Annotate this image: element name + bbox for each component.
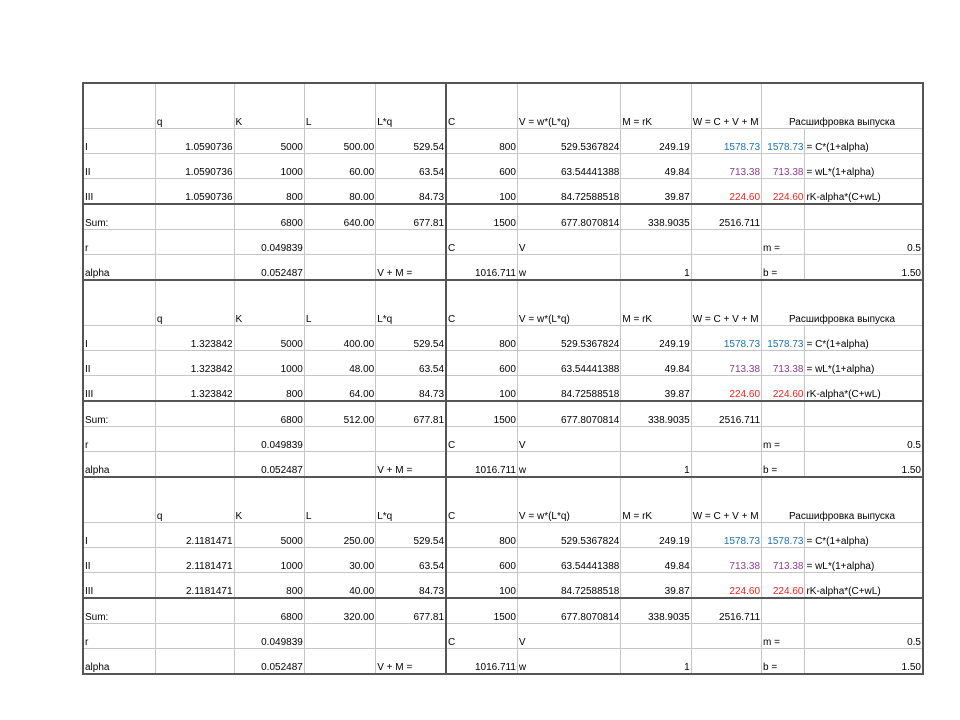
cell-m[interactable]: 49.84 — [621, 351, 691, 376]
cell-v[interactable]: 529.5367824 — [517, 326, 620, 351]
cell-w-value[interactable]: 1 — [621, 452, 691, 478]
sector-row — [83, 548, 923, 573]
cell-k[interactable]: 6800 — [234, 401, 304, 427]
param-row-alpha — [83, 255, 923, 281]
cell-decode-formula[interactable]: = C*(1+alpha) — [805, 129, 923, 154]
cell-c[interactable]: 800 — [446, 523, 517, 548]
cell-empty[interactable] — [691, 452, 761, 478]
cell-v-plus-m-label[interactable]: V + M = — [376, 255, 446, 281]
cell-w-value[interactable]: 1 — [621, 255, 691, 281]
cell-l[interactable]: 640.00 — [304, 204, 375, 230]
cell-lq[interactable]: 677.81 — [376, 598, 446, 624]
cell-v[interactable]: 677.8070814 — [517, 598, 620, 624]
cell-w[interactable]: 1578.73 — [691, 523, 761, 548]
cell-v[interactable]: 677.8070814 — [517, 204, 620, 230]
cell-m[interactable]: 338.9035 — [621, 401, 691, 427]
cell-k[interactable]: 1000 — [234, 154, 304, 179]
cell-l[interactable]: 320.00 — [304, 598, 375, 624]
cell-v[interactable]: 63.54441388 — [517, 351, 620, 376]
cell-decode-value[interactable]: 713.38 — [762, 548, 805, 573]
header-m[interactable]: M = rK — [621, 83, 691, 129]
row-label[interactable]: r — [83, 230, 155, 255]
cell-decode-formula[interactable]: rK-alpha*(C+wL) — [805, 573, 923, 599]
cell-l[interactable]: 250.00 — [304, 523, 375, 548]
row-label[interactable]: alpha — [83, 255, 155, 281]
header-lq[interactable]: L*q — [376, 477, 446, 523]
cell-c-label[interactable]: C — [446, 624, 517, 649]
cell-empty[interactable] — [155, 624, 234, 649]
cell-v-plus-m-value[interactable]: 1016.711 — [446, 649, 517, 675]
cell-b-param-label[interactable]: b = — [762, 255, 805, 281]
cell-empty[interactable] — [621, 427, 691, 452]
cell-w[interactable]: 224.60 — [691, 179, 761, 205]
cell-m-param-label[interactable]: m = — [762, 230, 805, 255]
cell-q[interactable]: 2.1181471 — [155, 548, 234, 573]
header-lq[interactable]: L*q — [376, 280, 446, 326]
cell-lq[interactable]: 677.81 — [376, 204, 446, 230]
cell-alpha-value[interactable]: 0.052487 — [234, 255, 304, 281]
cell-l[interactable]: 80.00 — [304, 179, 375, 205]
cell-decode-value[interactable]: 713.38 — [762, 154, 805, 179]
cell-decode-formula[interactable]: = wL*(1+alpha) — [805, 548, 923, 573]
cell-v[interactable]: 84.72588518 — [517, 179, 620, 205]
cell-v-plus-m-value[interactable]: 1016.711 — [446, 255, 517, 281]
cell-q[interactable] — [155, 401, 234, 427]
cell-decode-formula[interactable]: = C*(1+alpha) — [805, 523, 923, 548]
cell-alpha-value[interactable]: 0.052487 — [234, 649, 304, 675]
cell-r-value[interactable]: 0.049839 — [234, 427, 304, 452]
row-label[interactable]: Sum: — [83, 204, 155, 230]
cell-c[interactable]: 1500 — [446, 598, 517, 624]
header-w[interactable]: W = C + V + M — [691, 280, 761, 326]
row-label[interactable]: III — [83, 573, 155, 599]
header-c[interactable]: C — [446, 477, 517, 523]
cell-m[interactable]: 249.19 — [621, 326, 691, 351]
cell-b-param-value[interactable]: 1.50 — [805, 452, 923, 478]
sector-row — [83, 129, 923, 154]
row-label[interactable]: Sum: — [83, 598, 155, 624]
header-row — [83, 477, 923, 523]
cell-decode-value[interactable]: 1578.73 — [762, 523, 805, 548]
cell-empty[interactable] — [304, 452, 375, 478]
cell-m[interactable]: 49.84 — [621, 154, 691, 179]
cell-k[interactable]: 800 — [234, 573, 304, 599]
cell-b-param-value[interactable]: 1.50 — [805, 649, 923, 675]
header-v[interactable]: V = w*(L*q) — [517, 83, 620, 129]
cell-empty[interactable] — [805, 598, 923, 624]
cell-empty[interactable] — [155, 427, 234, 452]
cell-w[interactable]: 224.60 — [691, 573, 761, 599]
cell-w[interactable]: 713.38 — [691, 351, 761, 376]
cell-k[interactable]: 1000 — [234, 548, 304, 573]
cell-l[interactable]: 30.00 — [304, 548, 375, 573]
header-k[interactable]: K — [234, 83, 304, 129]
cell-empty[interactable] — [691, 624, 761, 649]
cell-c[interactable]: 100 — [446, 573, 517, 599]
cell-lq[interactable]: 63.54 — [376, 548, 446, 573]
cell-empty[interactable] — [376, 230, 446, 255]
sector-row — [83, 351, 923, 376]
cell-decode-value[interactable]: 713.38 — [762, 351, 805, 376]
cell-v[interactable]: 84.72588518 — [517, 376, 620, 402]
cell-r-value[interactable]: 0.049839 — [234, 624, 304, 649]
cell-empty[interactable] — [691, 649, 761, 675]
cell-empty[interactable] — [376, 624, 446, 649]
cell-l[interactable]: 512.00 — [304, 401, 375, 427]
cell-v[interactable]: 529.5367824 — [517, 523, 620, 548]
row-label[interactable]: II — [83, 154, 155, 179]
param-row-r — [83, 624, 923, 649]
cell-m[interactable]: 338.9035 — [621, 204, 691, 230]
cell-v[interactable]: 63.54441388 — [517, 548, 620, 573]
cell-empty[interactable] — [805, 204, 923, 230]
row-label[interactable]: II — [83, 548, 155, 573]
cell-m[interactable]: 39.87 — [621, 376, 691, 402]
cell-lq[interactable]: 529.54 — [376, 326, 446, 351]
header-c[interactable]: C — [446, 280, 517, 326]
cell-w-label[interactable]: w — [517, 255, 620, 281]
cell-l[interactable]: 60.00 — [304, 154, 375, 179]
cell-empty[interactable] — [691, 255, 761, 281]
cell-c[interactable]: 800 — [446, 129, 517, 154]
cell-c[interactable]: 100 — [446, 376, 517, 402]
cell-w[interactable]: 1578.73 — [691, 129, 761, 154]
cell-v-plus-m-label[interactable]: V + M = — [376, 649, 446, 675]
cell-empty[interactable] — [304, 649, 375, 675]
cell-decode-value[interactable]: 1578.73 — [762, 326, 805, 351]
cell-decode-formula[interactable]: = wL*(1+alpha) — [805, 154, 923, 179]
cell-lq[interactable]: 63.54 — [376, 351, 446, 376]
header-blank[interactable] — [83, 83, 155, 129]
cell-empty[interactable] — [691, 230, 761, 255]
cell-c-label[interactable]: C — [446, 427, 517, 452]
header-l[interactable]: L — [304, 83, 375, 129]
cell-m[interactable]: 249.19 — [621, 129, 691, 154]
cell-c[interactable]: 800 — [446, 326, 517, 351]
cell-w[interactable]: 2516.711 — [691, 598, 761, 624]
cell-empty[interactable] — [155, 649, 234, 675]
cell-decode-formula[interactable]: = wL*(1+alpha) — [805, 351, 923, 376]
cell-empty[interactable] — [762, 204, 805, 230]
cell-lq[interactable]: 529.54 — [376, 523, 446, 548]
cell-k[interactable]: 6800 — [234, 204, 304, 230]
cell-w[interactable]: 2516.711 — [691, 401, 761, 427]
cell-empty[interactable] — [621, 624, 691, 649]
cell-decode-formula[interactable]: = C*(1+alpha) — [805, 326, 923, 351]
cell-lq[interactable]: 84.73 — [376, 573, 446, 599]
sector-row — [83, 523, 923, 548]
cell-q[interactable] — [155, 204, 234, 230]
cell-w-label[interactable]: w — [517, 649, 620, 675]
row-label[interactable]: r — [83, 427, 155, 452]
cell-m-param-value[interactable]: 0.5 — [805, 624, 923, 649]
header-decode[interactable]: Расшифровка выпуска — [762, 83, 923, 129]
cell-l[interactable]: 48.00 — [304, 351, 375, 376]
header-blank[interactable] — [83, 477, 155, 523]
cell-w[interactable]: 1578.73 — [691, 326, 761, 351]
cell-q[interactable]: 1.0590736 — [155, 154, 234, 179]
cell-k[interactable]: 1000 — [234, 351, 304, 376]
param-row-r — [83, 427, 923, 452]
param-row-r — [83, 230, 923, 255]
cell-q[interactable]: 1.0590736 — [155, 179, 234, 205]
cell-q[interactable] — [155, 598, 234, 624]
cell-decode-formula[interactable]: rK-alpha*(C+wL) — [805, 376, 923, 402]
header-q[interactable]: q — [155, 477, 234, 523]
header-c[interactable]: C — [446, 83, 517, 129]
cell-q[interactable]: 1.323842 — [155, 376, 234, 402]
cell-w[interactable]: 224.60 — [691, 376, 761, 402]
cell-empty[interactable] — [155, 255, 234, 281]
row-label[interactable]: alpha — [83, 649, 155, 675]
cell-decode-value[interactable]: 224.60 — [762, 573, 805, 599]
cell-w[interactable]: 2516.711 — [691, 204, 761, 230]
cell-c[interactable]: 100 — [446, 179, 517, 205]
cell-l[interactable]: 40.00 — [304, 573, 375, 599]
header-m[interactable]: M = rK — [621, 280, 691, 326]
cell-m[interactable]: 249.19 — [621, 523, 691, 548]
cell-b-param-label[interactable]: b = — [762, 649, 805, 675]
header-lq[interactable]: L*q — [376, 83, 446, 129]
cell-m[interactable]: 39.87 — [621, 573, 691, 599]
cell-v-plus-m-value[interactable]: 1016.711 — [446, 452, 517, 478]
header-q[interactable]: q — [155, 83, 234, 129]
cell-v-label[interactable]: V — [517, 624, 620, 649]
param-row-alpha — [83, 649, 923, 675]
header-row — [83, 280, 923, 326]
cell-empty[interactable] — [376, 427, 446, 452]
cell-v[interactable]: 63.54441388 — [517, 154, 620, 179]
cell-m-param-value[interactable]: 0.5 — [805, 427, 923, 452]
cell-empty[interactable] — [691, 427, 761, 452]
cell-m-param-value[interactable]: 0.5 — [805, 230, 923, 255]
cell-q[interactable]: 2.1181471 — [155, 573, 234, 599]
cell-l[interactable]: 500.00 — [304, 129, 375, 154]
cell-m[interactable]: 338.9035 — [621, 598, 691, 624]
sector-row — [83, 179, 923, 205]
cell-decode-value[interactable]: 1578.73 — [762, 129, 805, 154]
cell-k[interactable]: 5000 — [234, 129, 304, 154]
header-m[interactable]: M = rK — [621, 477, 691, 523]
header-w[interactable]: W = C + V + M — [691, 477, 761, 523]
sector-row — [83, 326, 923, 351]
sum-row — [83, 204, 923, 230]
cell-m[interactable]: 39.87 — [621, 179, 691, 205]
row-label[interactable]: r — [83, 624, 155, 649]
cell-q[interactable]: 1.323842 — [155, 326, 234, 351]
cell-b-param-label[interactable]: b = — [762, 452, 805, 478]
cell-lq[interactable]: 677.81 — [376, 401, 446, 427]
cell-lq[interactable]: 63.54 — [376, 154, 446, 179]
header-v[interactable]: V = w*(L*q) — [517, 477, 620, 523]
cell-v-plus-m-label[interactable]: V + M = — [376, 452, 446, 478]
cell-decode-formula[interactable]: rK-alpha*(C+wL) — [805, 179, 923, 205]
sector-row — [83, 376, 923, 402]
cell-c[interactable]: 600 — [446, 548, 517, 573]
header-q[interactable]: q — [155, 280, 234, 326]
cell-empty[interactable] — [304, 624, 375, 649]
sum-row — [83, 598, 923, 624]
cell-empty[interactable] — [621, 230, 691, 255]
cell-w[interactable]: 713.38 — [691, 548, 761, 573]
cell-b-param-value[interactable]: 1.50 — [805, 255, 923, 281]
header-decode[interactable]: Расшифровка выпуска — [762, 280, 923, 326]
header-decode[interactable]: Расшифровка выпуска — [762, 477, 923, 523]
cell-w[interactable]: 713.38 — [691, 154, 761, 179]
cell-empty[interactable] — [762, 598, 805, 624]
cell-decode-value[interactable]: 224.60 — [762, 179, 805, 205]
sector-row — [83, 573, 923, 599]
cell-m-param-label[interactable]: m = — [762, 427, 805, 452]
cell-lq[interactable]: 529.54 — [376, 129, 446, 154]
cell-w-label[interactable]: w — [517, 452, 620, 478]
cell-m[interactable]: 49.84 — [621, 548, 691, 573]
cell-l[interactable]: 64.00 — [304, 376, 375, 402]
cell-v-label[interactable]: V — [517, 230, 620, 255]
cell-w-value[interactable]: 1 — [621, 649, 691, 675]
cell-c-label[interactable]: C — [446, 230, 517, 255]
economic-reproduction-table — [82, 82, 924, 675]
cell-empty[interactable] — [155, 230, 234, 255]
header-w[interactable]: W = C + V + M — [691, 83, 761, 129]
row-label[interactable]: II — [83, 351, 155, 376]
cell-k[interactable]: 5000 — [234, 326, 304, 351]
header-row — [83, 83, 923, 129]
cell-q[interactable]: 1.0590736 — [155, 129, 234, 154]
header-v[interactable]: V = w*(L*q) — [517, 280, 620, 326]
cell-lq[interactable]: 84.73 — [376, 376, 446, 402]
cell-c[interactable]: 600 — [446, 154, 517, 179]
header-k[interactable]: K — [234, 280, 304, 326]
sum-row — [83, 401, 923, 427]
cell-v-label[interactable]: V — [517, 427, 620, 452]
cell-alpha-value[interactable]: 0.052487 — [234, 452, 304, 478]
cell-k[interactable]: 6800 — [234, 598, 304, 624]
cell-k[interactable]: 800 — [234, 179, 304, 205]
header-k[interactable]: K — [234, 477, 304, 523]
row-label[interactable]: I — [83, 129, 155, 154]
sector-row — [83, 154, 923, 179]
cell-v[interactable]: 677.8070814 — [517, 401, 620, 427]
row-label[interactable]: I — [83, 523, 155, 548]
cell-empty[interactable] — [304, 255, 375, 281]
cell-k[interactable]: 800 — [234, 376, 304, 402]
header-l[interactable]: L — [304, 477, 375, 523]
cell-q[interactable]: 1.323842 — [155, 351, 234, 376]
cell-v[interactable]: 529.5367824 — [517, 129, 620, 154]
header-blank[interactable] — [83, 280, 155, 326]
cell-empty[interactable] — [155, 452, 234, 478]
cell-empty[interactable] — [304, 427, 375, 452]
header-l[interactable]: L — [304, 280, 375, 326]
cell-empty[interactable] — [762, 401, 805, 427]
cell-k[interactable]: 5000 — [234, 523, 304, 548]
cell-decode-value[interactable]: 224.60 — [762, 376, 805, 402]
cell-l[interactable]: 400.00 — [304, 326, 375, 351]
cell-r-value[interactable]: 0.049839 — [234, 230, 304, 255]
cell-c[interactable]: 1500 — [446, 401, 517, 427]
row-label[interactable]: III — [83, 376, 155, 402]
cell-empty[interactable] — [805, 401, 923, 427]
row-label[interactable]: I — [83, 326, 155, 351]
cell-m-param-label[interactable]: m = — [762, 624, 805, 649]
cell-lq[interactable]: 84.73 — [376, 179, 446, 205]
row-label[interactable]: III — [83, 179, 155, 205]
cell-c[interactable]: 1500 — [446, 204, 517, 230]
cell-v[interactable]: 84.72588518 — [517, 573, 620, 599]
cell-empty[interactable] — [304, 230, 375, 255]
param-row-alpha — [83, 452, 923, 478]
cell-q[interactable]: 2.1181471 — [155, 523, 234, 548]
row-label[interactable]: alpha — [83, 452, 155, 478]
row-label[interactable]: Sum: — [83, 401, 155, 427]
cell-c[interactable]: 600 — [446, 351, 517, 376]
